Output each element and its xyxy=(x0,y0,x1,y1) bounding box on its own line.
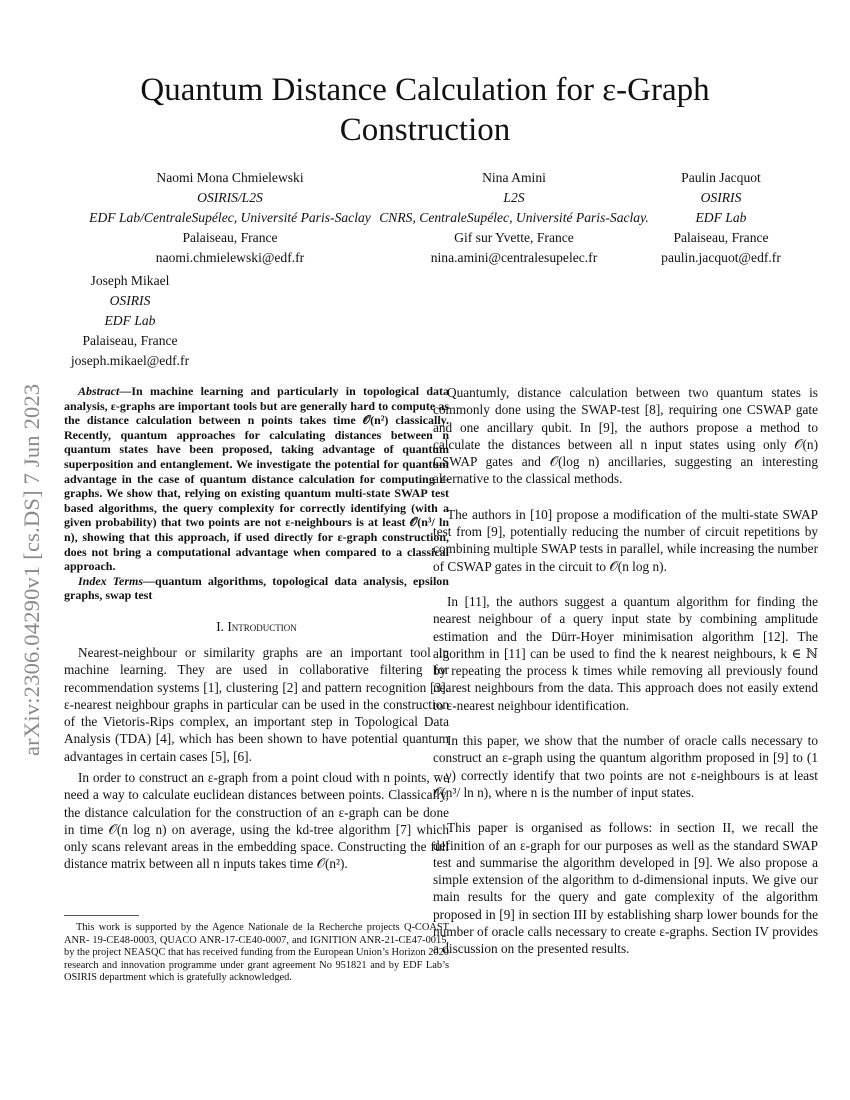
author-email: naomi.chmielewski@edf.fr xyxy=(155,250,305,265)
author-block-2 xyxy=(372,168,656,268)
author-email: joseph.mikael@edf.fr xyxy=(70,353,190,368)
arxiv-stamp-text: arXiv:2306.04290v1 [cs.DS] 7 Jun 2023 xyxy=(19,383,44,756)
author-name: Paulin Jacquot xyxy=(681,170,761,185)
author-affiliation: OSIRIS/L2S xyxy=(197,190,263,205)
paragraph: In [11], the authors suggest a quantum algorithm for finding the nearest neighbour of a query input state by combining amplitude estimation and the Dürr-Hoyer minimisation algorithm [12]. The algorithm in [11] can be used to find the k nearest neighbours, k ∈ ℕ by repeating the process k times while removing all previously found nearest neighbours from the data. This approach does not easily extend to ε-nearest neighbour identification. xyxy=(433,593,818,713)
author-name: Naomi Mona Chmielewski xyxy=(156,170,304,185)
index-terms-label: Index Terms xyxy=(78,573,144,588)
author-city: Palaiseau, France xyxy=(673,230,769,245)
author-affiliation: OSIRIS xyxy=(700,190,742,205)
index-terms-text: —quantum algorithms, topological data analysis, epsilon graphs, swap test xyxy=(64,573,449,603)
footnote-divider xyxy=(64,915,139,916)
author-affiliation-institution: EDF Lab/CentraleSupélec, Université Paris-Saclay xyxy=(89,210,371,225)
author-affiliation-institution: EDF Lab xyxy=(104,313,156,328)
author-affiliation: OSIRIS xyxy=(109,293,151,308)
arxiv-identifier-stamp xyxy=(14,280,64,760)
author-email: paulin.jacquot@edf.fr xyxy=(661,250,781,265)
paper-title: Quantum Distance Calculation for ε-Graph Construction xyxy=(140,72,710,148)
paragraph: In order to construct an ε-graph from a point cloud with n points, we need a way to calculate euclidean distances between points. Classically, the distance calculation for the construction of an ε-graph can be done in time 𝒪(n log n) on average, using the kd-tree algorithm [7] which only scans relevant areas in the embedding space. Constructing the full distance matrix between all n inputs takes time 𝒪(n²). xyxy=(64,769,449,872)
abstract xyxy=(64,384,449,574)
author-email: nina.amini@centralesupelec.fr xyxy=(430,250,598,265)
section-number: I. xyxy=(216,618,224,634)
author-affiliation: L2S xyxy=(503,190,525,205)
abstract-label: Abstract xyxy=(78,384,120,398)
abstract-text: —In machine learning and particularly in topological data analysis, ε-graphs are important tools but are generally hard to compute as the distance calculation between n points takes time 𝒪(n²) classically. Recently, quantum approaches for calculating distances between n quantum states have been proposed, taking advantage of quantum superposition and entanglement. We investigate the potential for quantum advantage in the case of quantum distance calculation for computing ε-graphs. We show that, relying on existing quantum multi-state SWAP test based algorithms, the query complexity for correctly identifying (with a given probability) that two points are not ε-neighbours is at least 𝒪(n³/ ln n), showing that this approach, if used directly for ε-graph construction, does not bring a computational advantage when compared to a classical approach. xyxy=(64,384,449,574)
right-column xyxy=(433,384,818,976)
paragraph: Nearest-neighbour or similarity graphs are an important tool in machine learning. They are used in collaborative filtering for recommendation systems [1], clustering [2] and pattern recognition [3]. ε-nearest neighbour graphs in particular can be used in the construction of the Vietoris-Rips complex, an important step in Topological Data Analysis (TDA) [4], which has been shown to have potential quantum advantages in certain cases [5], [6]. xyxy=(64,644,449,764)
author-block-3 xyxy=(656,168,786,268)
paragraph: This paper is organised as follows: in section II, we recall the definition of an ε-graph for our purposes as well as the standard SWAP test and summarise the algorithm developed in [9]. We also propose a simple extension of the algorithm to d-dimensional inputs. We give our main results for the query and gate complexity of the algorithm proposed in [9] in section III by establishing sharp lower bounds for the number of oracle calls necessary to create ε-graphs. Section IV provides a discussion on the presented results. xyxy=(433,820,818,957)
paragraph: Quantumly, distance calculation between two quantum states is commonly done using the SWAP-test [8], requiring one CSWAP gate and one ancillary qubit. In [9], the authors propose a method to calculate the distances between all n input states using only 𝒪(n) CSWAP gates and 𝒪(log n) ancillaries, suggesting an interesting alternative to the classical methods. xyxy=(433,385,818,487)
section-title: Introduction xyxy=(227,618,297,634)
section-heading-introduction xyxy=(64,619,449,635)
author-name: Nina Amini xyxy=(482,170,546,185)
index-terms xyxy=(64,574,449,603)
author-name: Joseph Mikael xyxy=(90,273,170,288)
author-block-1 xyxy=(75,168,385,268)
author-city: Gif sur Yvette, France xyxy=(454,230,574,245)
author-affiliation-institution: EDF Lab xyxy=(695,210,747,225)
author-block-4 xyxy=(60,271,200,371)
author-city: Palaiseau, France xyxy=(82,333,178,348)
paragraph: In this paper, we show that the number of oracle calls necessary to construct an ε-graph using the quantum algorithm proposed in [9] to (1 − γ) correctly identify that two points are not ε-neighbours is at least 𝒪(n³/ ln n), where n is the number of input states. xyxy=(433,733,818,800)
footnote: This work is supported by the Agence Nationale de la Recherche projects Q-COAST ANR- 19-CE48-0003, QUACO ANR-17-CE40-0007, and IGNITION ANR-21-CE47-0015, by the project NEASQC that has received funding from the European Union’s Horizon 2020 research and innovation programme under grant agreement No 951821 and by EDF Lab’s OSIRIS department which is gratefully acknowledged. xyxy=(64,922,449,983)
left-column xyxy=(64,384,449,873)
author-affiliation-institution: CNRS, CentraleSupélec, Université Paris-Saclay. xyxy=(379,210,649,225)
author-city: Palaiseau, France xyxy=(182,230,278,245)
paragraph: The authors in [10] propose a modification of the multi-state SWAP test from [9], potentially reducing the number of circuit repetitions by combining multiple SWAP tests in parallel, while increasing the number of CSWAP gates in the circuit to 𝒪(n log n). xyxy=(433,506,818,574)
